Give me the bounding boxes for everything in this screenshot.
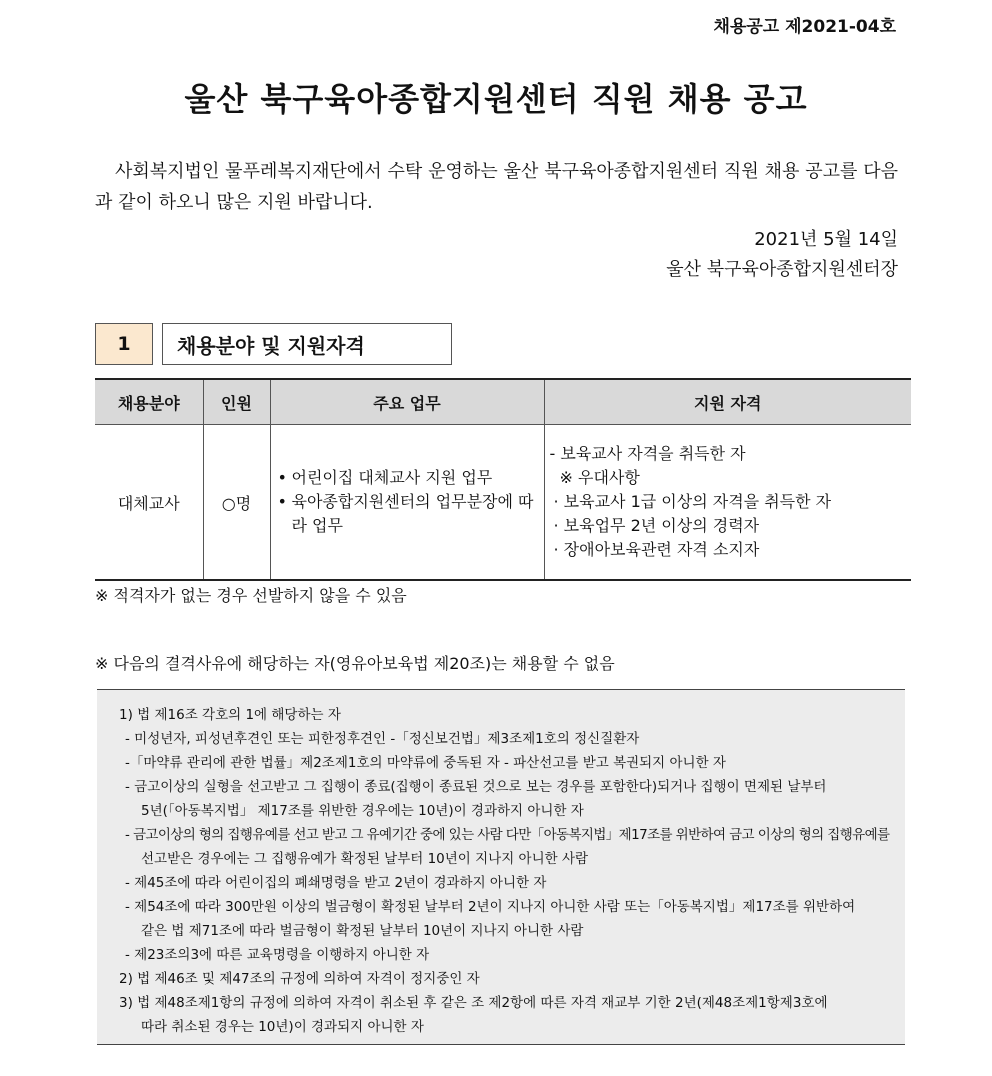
preference-item: · 보육업무 2년 이상의 경력자 <box>553 516 760 535</box>
preference-item: · 장애아보육관련 자격 소지자 <box>553 540 760 559</box>
qualification-main: - 보육교사 자격을 취득한 자 <box>549 444 746 463</box>
note-disqualification-intro: ※ 다음의 결격사유에 해당하는 자(영유아보육법 제20조)는 채용할 수 없음 <box>95 654 615 673</box>
disq-line: 1) 법 제16조 각호의 1에 해당하는 자 <box>119 707 341 723</box>
cell-count: ○명 <box>203 425 270 581</box>
preference-header: ※ 우대사항 <box>559 468 640 487</box>
cell-duties <box>270 425 544 581</box>
page-title: 울산 북구육아종합지원센터 직원 채용 공고 <box>184 80 808 118</box>
disq-line: 2) 법 제46조 및 제47조의 규정에 의하여 자격이 정지중인 자 <box>119 971 480 987</box>
header-duties: 주요 업무 <box>270 379 544 425</box>
notice-number: 채용공고 제2021-04호 <box>713 17 896 37</box>
duty-item: • 어린이집 대체교사 지원 업무 <box>278 466 539 490</box>
section-number: 1 <box>95 323 153 365</box>
disq-line: 5년(「아동복지법」 제17조를 위반한 경우에는 10년)이 경과하지 아니한 자 <box>141 803 584 819</box>
disq-line: - 제45조에 따라 어린이집의 폐쇄명령을 받고 2년이 경과하지 아니한 자 <box>125 875 547 891</box>
cell-qualification <box>544 425 911 581</box>
disq-line: - 제54조에 따라 300만원 이상의 벌금형이 확정된 날부터 2년이 지나지 아니한 사람 또는「아동복지법」제17조를 위반하여 <box>125 899 856 915</box>
bullet-icon: • <box>277 468 287 487</box>
disq-line: - 금고이상의 형의 집행유예를 선고 받고 그 유예기간 중에 있는 사람 다만「아동복지법」제17조를 위반하여 금고 이상의 형의 집행유예를 <box>125 827 890 843</box>
table-header-row <box>95 379 911 425</box>
disq-line: - 미성년자, 피성년후견인 또는 피한정후견인 -「정신보건법」제3조제1호의 정신질환자 <box>125 731 640 747</box>
preference-item: · 보육교사 1급 이상의 자격을 취득한 자 <box>553 492 832 511</box>
disq-line: 선고받은 경우에는 그 집행유예가 확정된 날부터 10년이 지나지 아니한 사람 <box>141 851 589 867</box>
issuing-organization: 울산 북구육아종합지원센터장 <box>666 259 898 280</box>
section-title: 채용분야 및 지원자격 <box>162 323 452 365</box>
header-qualification: 지원 자격 <box>544 379 911 425</box>
table-row <box>95 425 911 581</box>
intro-paragraph: 사회복지법인 물푸레복지재단에서 수탁 운영하는 울산 북구육아종합지원센터 직원 채용 공고를 다음과 같이 하오니 많은 지원 바랍니다. <box>95 161 898 213</box>
cell-field: 대체교사 <box>95 425 203 581</box>
notice-date: 2021년 5월 14일 <box>754 229 898 250</box>
duty-item: • 육아종합지원센터의 업무분장에 따라 업무 <box>277 492 534 535</box>
disq-line: - 금고이상의 실형을 선고받고 그 집행이 종료(집행이 종료된 것으로 보는 경우를 포함한다)되거나 집행이 면제된 날부터 <box>125 779 827 795</box>
disq-line: - 제23조의3에 따른 교육명령을 이행하지 아니한 자 <box>125 947 430 963</box>
header-field: 채용분야 <box>95 379 203 425</box>
disq-line: 따라 취소된 경우는 10년)이 경과되지 아니한 자 <box>141 1019 424 1035</box>
header-count: 인원 <box>203 379 270 425</box>
disq-line: -「마약류 관리에 관한 법률」제2조제1호의 마약류에 중독된 자 - 파산선고를 받고 복권되지 아니한 자 <box>125 755 726 771</box>
note-no-qualified: ※ 적격자가 없는 경우 선발하지 않을 수 있음 <box>95 586 407 605</box>
bullet-icon: • <box>277 492 287 511</box>
disq-line: 3) 법 제48조제1항의 규정에 의하여 자격이 취소된 후 같은 조 제2항에 따른 자격 재교부 기한 2년(제48조제1항제3호에 <box>119 995 828 1011</box>
disqualification-box <box>97 689 905 1045</box>
recruitment-table <box>95 378 911 581</box>
disq-line: 같은 법 제71조에 따라 벌금형이 확정된 날부터 10년이 지나지 아니한 사람 <box>141 923 584 939</box>
